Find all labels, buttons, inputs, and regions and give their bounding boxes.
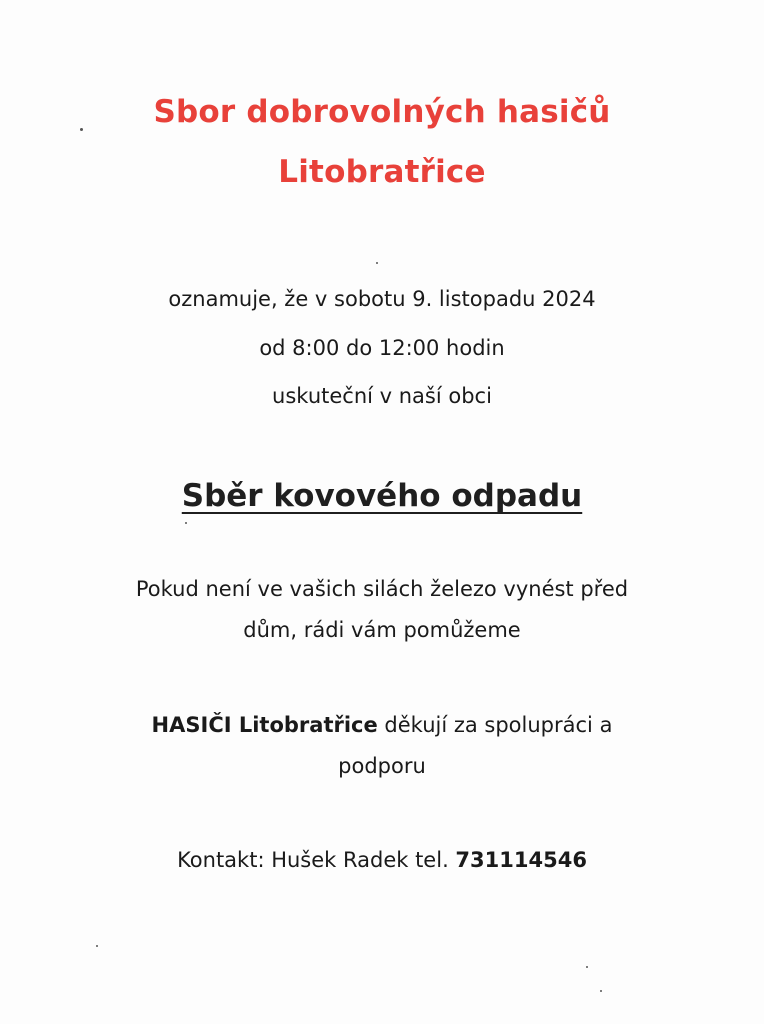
- thanks-line-2: podporu: [338, 754, 426, 778]
- help-line-1: Pokud není ve vašich silách železo vynést před: [135, 577, 629, 601]
- thanks-org: HASIČI Litobratřice: [151, 713, 378, 737]
- title-line-1: Sbor dobrovolných hasičů: [153, 94, 611, 130]
- help-line-2: dům, rádi vám pomůžeme: [243, 618, 521, 642]
- scan-speck: [376, 262, 378, 264]
- event-headline: [0, 478, 764, 514]
- contact-phone: 731114546: [455, 848, 587, 872]
- scan-speck: [96, 945, 98, 947]
- contact-line: [0, 848, 764, 872]
- thanks-line-1: [0, 713, 764, 737]
- announcement-line-3: uskuteční v naší obci: [272, 384, 492, 408]
- title-line-2: Litobratřice: [278, 154, 486, 190]
- announcement-line-2: od 8:00 do 12:00 hodin: [259, 336, 505, 360]
- thanks-text: děkují za spolupráci a: [377, 713, 613, 737]
- scan-speck: [185, 522, 187, 524]
- contact-label: Kontakt: Hušek Radek tel.: [177, 848, 456, 872]
- announcement-line-1: oznamuje, že v sobotu 9. listopadu 2024: [168, 287, 596, 311]
- scan-speck: [600, 990, 602, 992]
- scan-speck: [80, 128, 83, 131]
- scan-speck: [586, 966, 588, 968]
- event-headline-text: Sběr kovového odpadu: [181, 478, 583, 514]
